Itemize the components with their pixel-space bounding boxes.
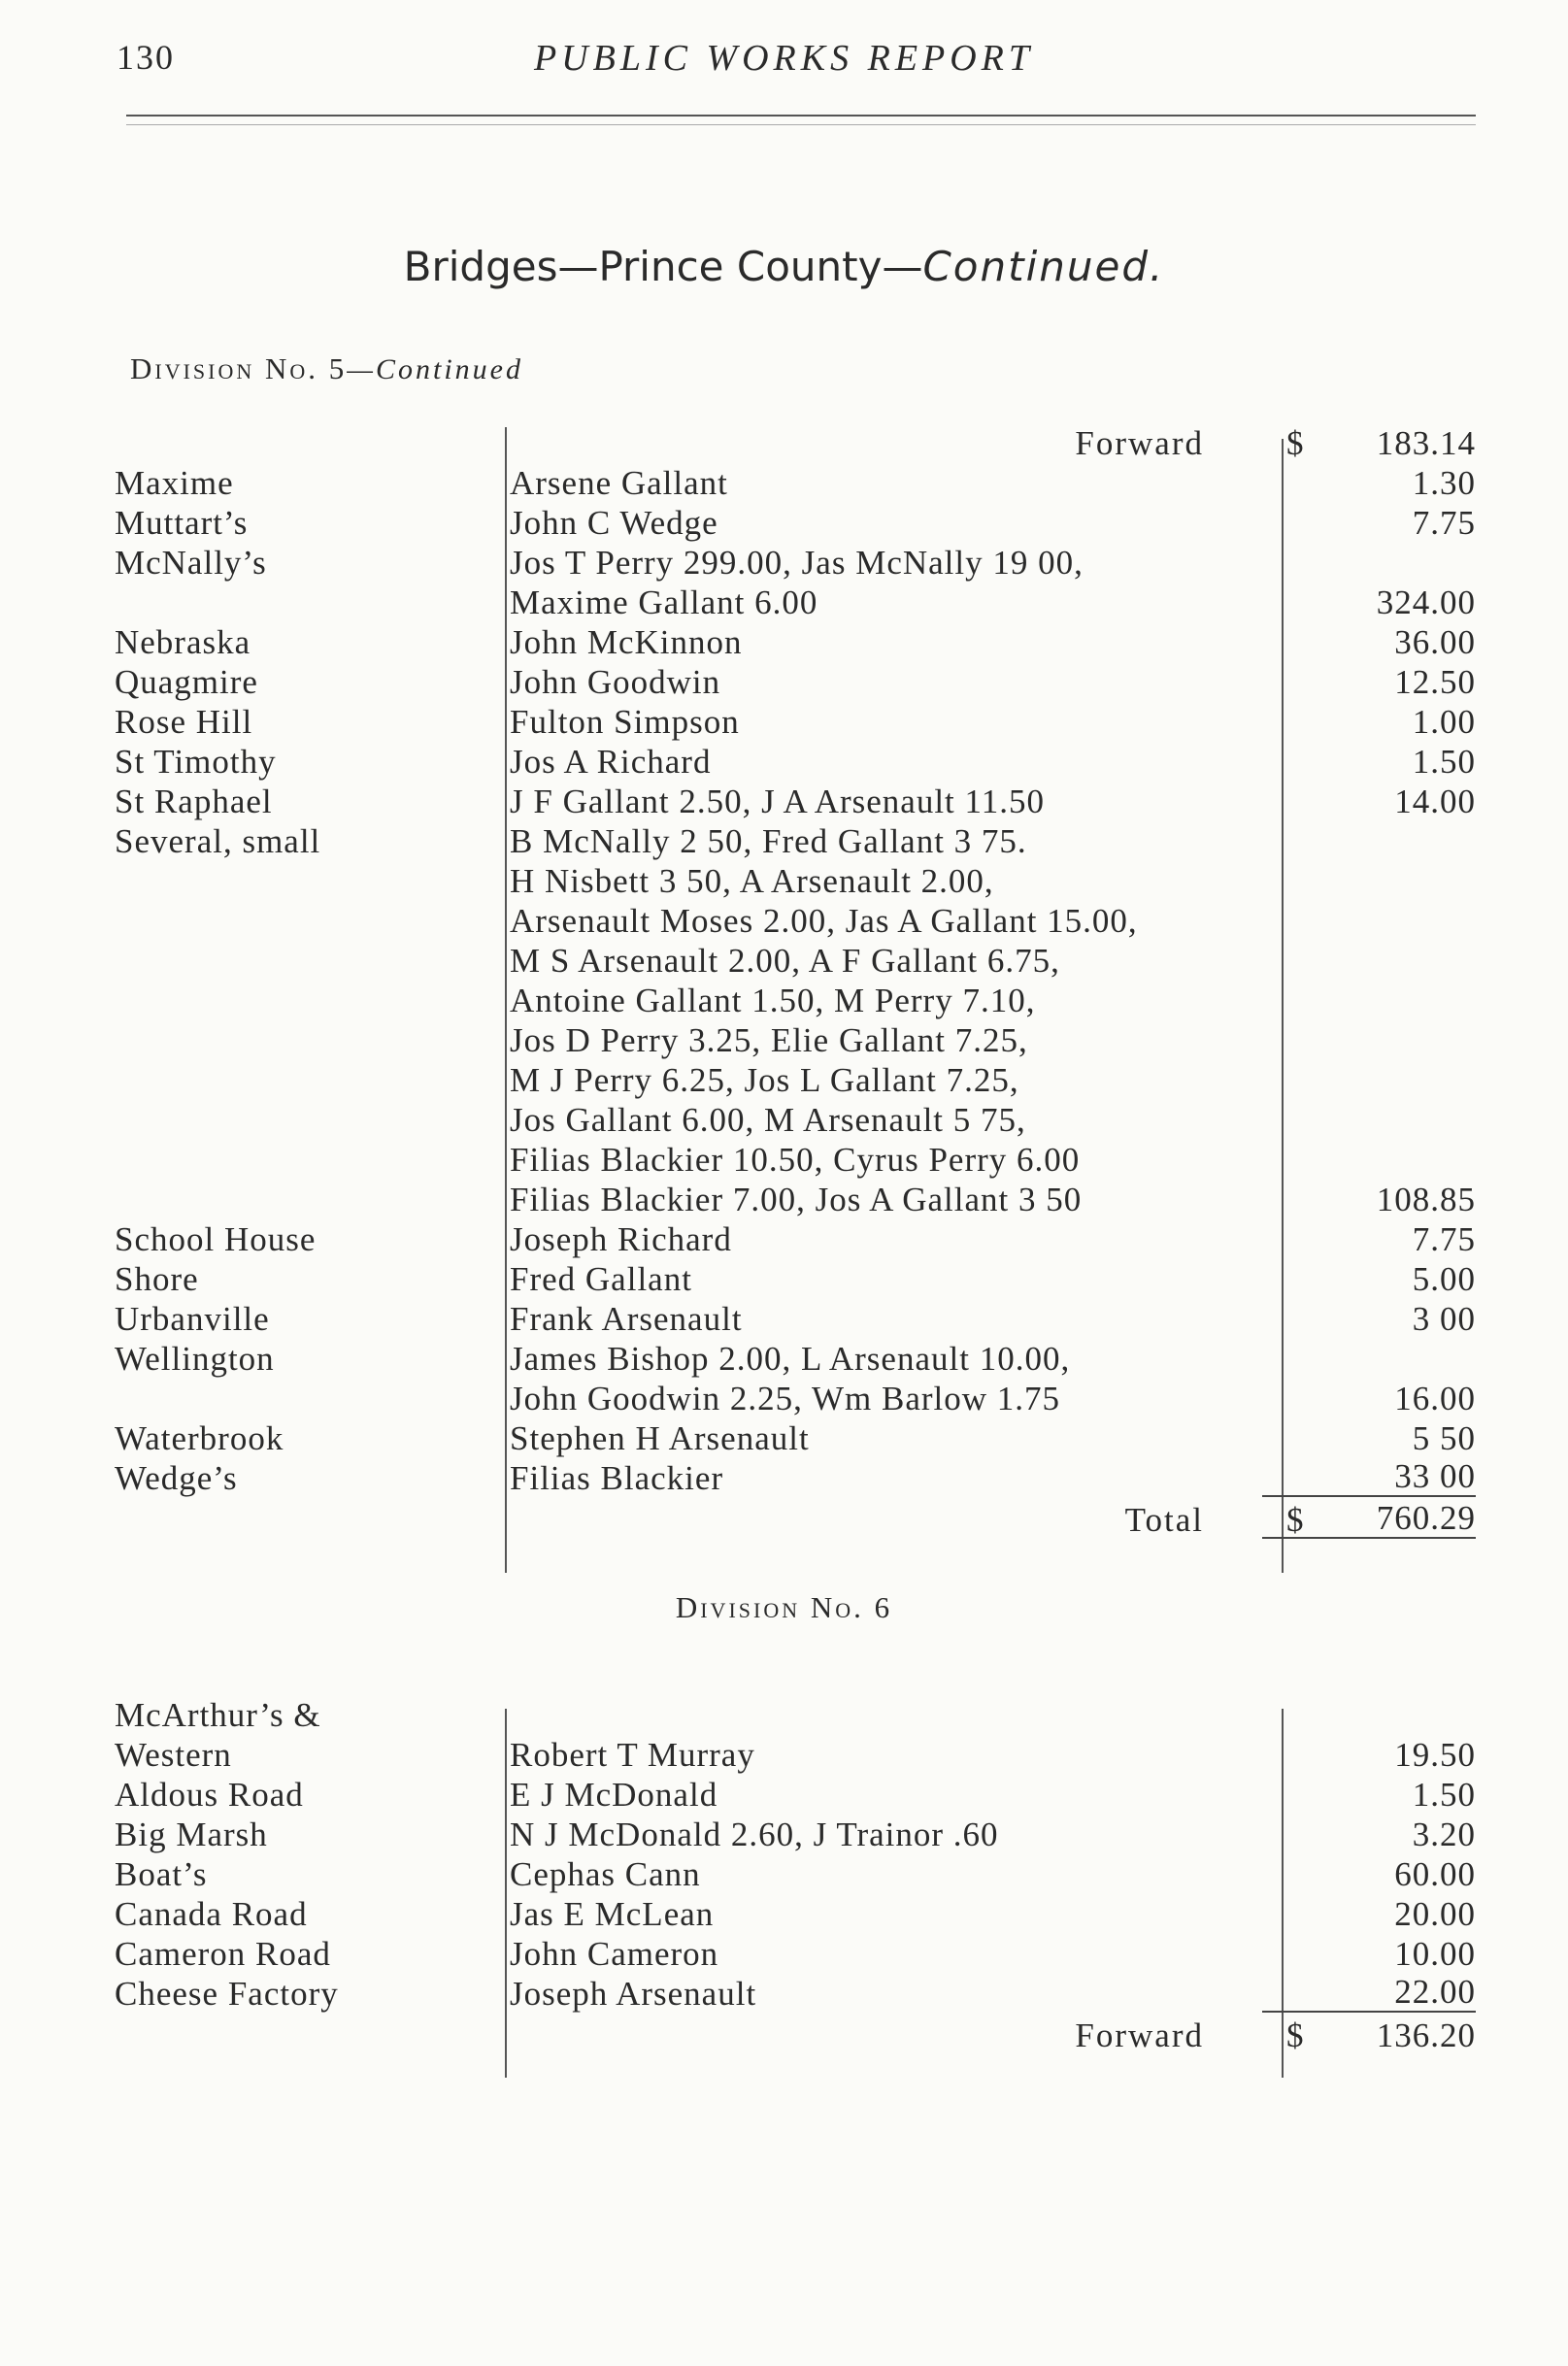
location-cell: Maxime	[115, 464, 234, 502]
payee-cell: M J Perry 6.25, Jos L Gallant 7.25,	[510, 1061, 1019, 1099]
amount-cell: 33 00	[1262, 1458, 1476, 1497]
section-title	[0, 243, 1568, 290]
header-rule-thin	[126, 124, 1476, 125]
division-6-rows	[0, 1695, 1568, 2014]
table-row	[0, 941, 1568, 981]
location-cell: Shore	[115, 1260, 199, 1298]
table-row	[0, 1418, 1568, 1458]
location-cell: Canada Road	[115, 1895, 308, 1933]
forward-amount: 136.20	[1376, 2016, 1476, 2054]
division-6-label: Division No. 6	[675, 1590, 893, 1624]
table-row	[0, 1458, 1568, 1498]
table-row	[0, 702, 1568, 742]
amount-cell: 1.00	[1412, 703, 1476, 741]
location-cell: Western	[115, 1736, 232, 1774]
payee-cell: John McKinnon	[510, 623, 743, 661]
table-row	[0, 1100, 1568, 1140]
payee-cell: E J McDonald	[510, 1776, 718, 1814]
table-row	[0, 742, 1568, 782]
payee-cell: Antoine Gallant 1.50, M Perry 7.10,	[510, 982, 1036, 1019]
location-cell: McNally’s	[115, 544, 267, 582]
table-row	[0, 861, 1568, 901]
table-row	[0, 782, 1568, 821]
payee-cell: Filias Blackier 10.50, Cyrus Perry 6.00	[510, 1141, 1081, 1179]
table-row	[0, 1060, 1568, 1100]
table-row	[0, 1735, 1568, 1775]
amount-cell: 60.00	[1394, 1855, 1476, 1893]
payee-cell: Jos D Perry 3.25, Elie Gallant 7.25,	[510, 1021, 1028, 1059]
amount-cell: 5.00	[1412, 1260, 1476, 1298]
division-5-label: Division No. 5	[130, 351, 348, 385]
location-cell: Cheese Factory	[115, 1975, 339, 2013]
location-cell: Aldous Road	[115, 1776, 304, 1814]
amount-cell: 3.20	[1412, 1816, 1476, 1853]
location-cell: School House	[115, 1220, 317, 1258]
payee-cell: Cephas Cann	[510, 1855, 701, 1893]
payee-cell: M S Arsenault 2.00, A F Gallant 6.75,	[510, 942, 1060, 980]
forward-row	[0, 2016, 1568, 2055]
payee-cell: Arsenault Moses 2.00, Jas A Gallant 15.00,	[510, 902, 1138, 940]
payee-cell: Robert T Murray	[510, 1736, 755, 1774]
amount-cell: 10.00	[1394, 1935, 1476, 1973]
table-row	[0, 1020, 1568, 1060]
table-row	[0, 1815, 1568, 1854]
payee-cell: Jas E McLean	[510, 1895, 715, 1933]
location-cell: Boat’s	[115, 1855, 208, 1893]
payee-cell: Fulton Simpson	[510, 703, 740, 741]
dollar-sign: $	[1286, 1501, 1304, 1539]
payee-cell: Maxime Gallant 6.00	[510, 583, 818, 621]
payee-cell: Jos A Richard	[510, 743, 712, 781]
dollar-sign: $	[1286, 2016, 1304, 2054]
total-amount: 760.29	[1262, 1500, 1476, 1539]
division-5-continued: —Continued	[347, 353, 523, 385]
table-row	[0, 583, 1568, 622]
location-cell: Nebraska	[115, 623, 251, 661]
location-cell: St Raphael	[115, 783, 273, 820]
table-row	[0, 1894, 1568, 1934]
table-row	[0, 1219, 1568, 1259]
payee-cell: Filias Blackier 7.00, Jos A Gallant 3 50	[510, 1181, 1083, 1218]
amount-cell: 324.00	[1376, 583, 1476, 621]
amount-cell: 14.00	[1394, 783, 1476, 820]
amount-cell: 7.75	[1412, 1220, 1476, 1258]
division-6-heading	[0, 1590, 1568, 1625]
table-row	[0, 901, 1568, 941]
forward-row	[0, 423, 1568, 463]
location-cell: Wedge’s	[115, 1459, 238, 1497]
payee-cell: Filias Blackier	[510, 1459, 724, 1497]
table-row	[0, 503, 1568, 543]
payee-cell: John Goodwin 2.25, Wm Barlow 1.75	[510, 1380, 1061, 1417]
payee-cell: Frank Arsenault	[510, 1300, 743, 1338]
forward-label: Forward	[1075, 2016, 1204, 2054]
amount-cell: 36.00	[1394, 623, 1476, 661]
table-row	[0, 1934, 1568, 1974]
amount-cell: 16.00	[1394, 1380, 1476, 1417]
table-row	[0, 1379, 1568, 1418]
division-5-table	[0, 423, 1568, 1540]
table-row	[0, 1140, 1568, 1180]
dollar-sign: $	[1286, 424, 1304, 462]
payee-cell: Joseph Arsenault	[510, 1975, 757, 2013]
table-row	[0, 821, 1568, 861]
table-row	[0, 1695, 1568, 1735]
table-row	[0, 463, 1568, 503]
table-row	[0, 622, 1568, 662]
table-row	[0, 1854, 1568, 1894]
amount-cell: 3 00	[1412, 1300, 1476, 1338]
amount-cell: 1.50	[1412, 1776, 1476, 1814]
division-5-heading	[130, 351, 523, 386]
amount-cell: 7.75	[1412, 504, 1476, 542]
amount-cell: 12.50	[1394, 663, 1476, 701]
amount-cell: 20.00	[1394, 1895, 1476, 1933]
amount-cell: 22.00	[1262, 1974, 1476, 2013]
forward-amount: 183.14	[1376, 424, 1476, 462]
payee-cell: John Cameron	[510, 1935, 719, 1973]
location-cell: Waterbrook	[115, 1419, 284, 1457]
amount-cell: 108.85	[1376, 1181, 1476, 1218]
location-cell: Rose Hill	[115, 703, 253, 741]
payee-cell: J F Gallant 2.50, J A Arsenault 11.50	[510, 783, 1045, 820]
payee-cell: Fred Gallant	[510, 1260, 692, 1298]
payee-cell: John C Wedge	[510, 504, 718, 542]
amount-cell: 1.50	[1412, 743, 1476, 781]
running-title: PUBLIC WORKS REPORT	[533, 38, 1035, 79]
division-5-rows	[0, 463, 1568, 1498]
total-label: Total	[1124, 1501, 1204, 1539]
division-6-table	[0, 1695, 1568, 2055]
table-row	[0, 1299, 1568, 1339]
section-title-main: Bridges—Prince County—	[403, 243, 923, 290]
payee-cell: B McNally 2 50, Fred Gallant 3 75.	[510, 822, 1027, 860]
table-row	[0, 981, 1568, 1020]
location-cell: Quagmire	[115, 663, 258, 701]
payee-cell: N J McDonald 2.60, J Trainor .60	[510, 1816, 999, 1853]
table-row	[0, 1775, 1568, 1815]
amount-cell: 5 50	[1412, 1419, 1476, 1457]
location-cell: Muttart’s	[115, 504, 249, 542]
payee-cell: Jos T Perry 299.00, Jas McNally 19 00,	[510, 544, 1084, 582]
location-cell: Several, small	[115, 822, 321, 860]
forward-label: Forward	[1075, 424, 1204, 462]
page-number: 130	[117, 38, 175, 77]
table-row	[0, 1974, 1568, 2014]
location-cell: McArthur’s &	[115, 1696, 321, 1734]
location-cell: St Timothy	[115, 743, 277, 781]
payee-cell: Jos Gallant 6.00, M Arsenault 5 75,	[510, 1101, 1026, 1139]
payee-cell: James Bishop 2.00, L Arsenault 10.00,	[510, 1340, 1071, 1378]
table-row	[0, 662, 1568, 702]
location-cell: Cameron Road	[115, 1935, 331, 1973]
location-cell: Wellington	[115, 1340, 275, 1378]
table-row	[0, 1259, 1568, 1299]
amount-cell: 19.50	[1394, 1736, 1476, 1774]
payee-cell: Joseph Richard	[510, 1220, 732, 1258]
total-row	[0, 1500, 1568, 1540]
section-title-continued: Continued.	[922, 243, 1165, 290]
location-cell: Urbanville	[115, 1300, 270, 1338]
payee-cell: Arsene Gallant	[510, 464, 728, 502]
page-header	[0, 37, 1568, 85]
location-cell: Big Marsh	[115, 1816, 268, 1853]
payee-cell: John Goodwin	[510, 663, 721, 701]
header-rule	[126, 115, 1476, 117]
table-row	[0, 1180, 1568, 1219]
table-row	[0, 543, 1568, 583]
payee-cell: Stephen H Arsenault	[510, 1419, 810, 1457]
amount-cell: 1.30	[1412, 464, 1476, 502]
payee-cell: H Nisbett 3 50, A Arsenault 2.00,	[510, 862, 994, 900]
table-row	[0, 1339, 1568, 1379]
